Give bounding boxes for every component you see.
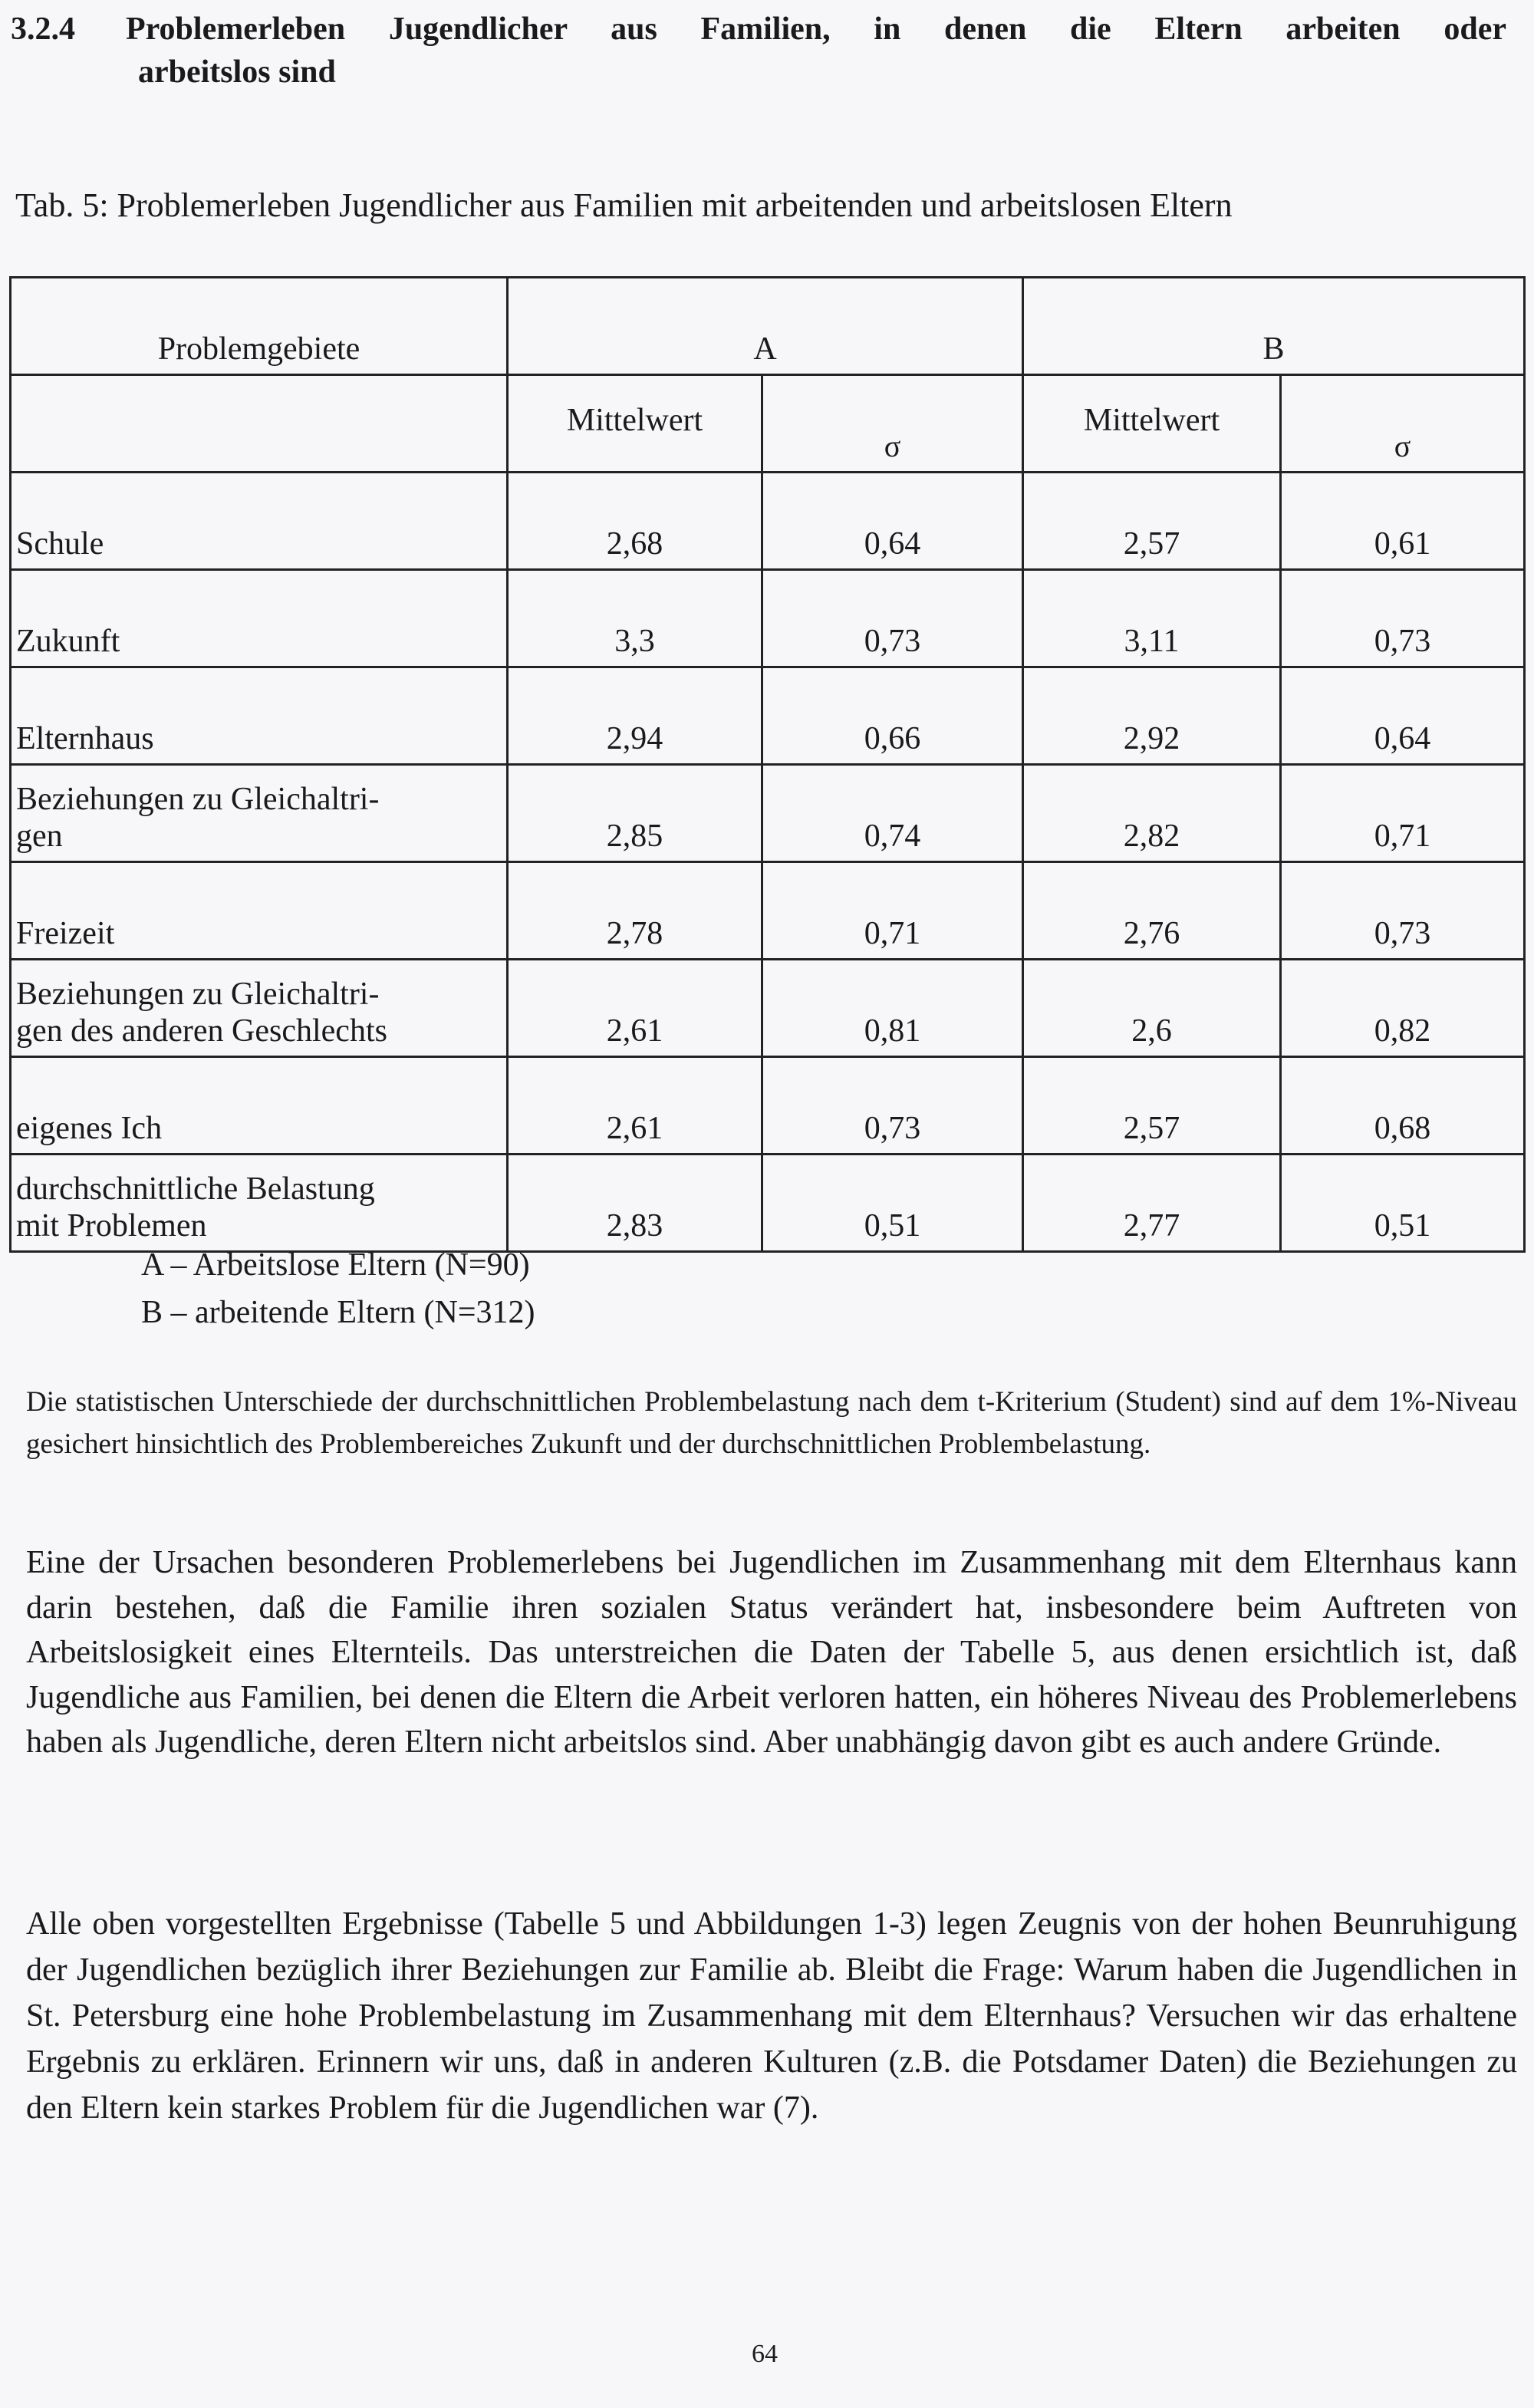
row-label-line: gen des anderen Geschlechts: [16, 1013, 387, 1049]
table-row: [11, 1155, 1525, 1252]
row-label: eigenes Ich: [11, 1057, 508, 1155]
table-row: [11, 1057, 1525, 1155]
cell-a-mean: 2,68: [508, 473, 762, 570]
header-empty: [11, 375, 508, 473]
table-row: [11, 862, 1525, 960]
cell-b-sd: 0,51: [1281, 1155, 1525, 1252]
row-label: Freizeit: [11, 862, 508, 960]
legend-a: A – Arbeitslose Eltern (N=90): [141, 1247, 530, 1283]
cell-a-sd: 0,81: [762, 960, 1023, 1057]
table-row: [11, 960, 1525, 1057]
cell-a-sd: 0,51: [762, 1155, 1023, 1252]
header-b-sigma: σ: [1281, 375, 1525, 473]
cell-a-mean: 2,61: [508, 960, 762, 1057]
paragraph-statistics: Die statistischen Unterschiede der durchschnittlichen Problembelastung nach dem t-Kriterium (Student) sind auf dem 1%-Niveau gesichert hinsichtlich des Problembereiches Zukunft und der durchschnittlichen Problembelastung.: [26, 1386, 1517, 1460]
legend-b: B – arbeitende Eltern (N=312): [141, 1295, 535, 1330]
cell-b-sd: 0,73: [1281, 570, 1525, 667]
table-header-row-stats: [11, 375, 1525, 473]
cell-a-mean: 2,83: [508, 1155, 762, 1252]
cell-b-mean: 3,11: [1023, 570, 1281, 667]
cell-b-mean: 2,92: [1023, 667, 1281, 765]
header-a-sigma: σ: [762, 375, 1023, 473]
cell-b-mean: 2,57: [1023, 473, 1281, 570]
paragraph-causes: Eine der Ursachen besonderen Problemerlebens bei Jugendlichen im Zusammenhang mit dem Elternhaus kann darin bestehen, daß die Familie ihren sozialen Status verändert hat, insbesondere beim Auftreten von Arbeitslosigkeit eines Elternteils. Das unterstreichen die Daten der Tabelle 5, aus denen ersichtlich ist, daß Jugendliche aus Familien, bei denen die Eltern die Arbeit verloren hatten, ein höheres Niveau des Problemerlebens haben als Jugendliche, deren Eltern nicht arbeitslos sind. Aber unabhängig davon gibt es auch andere Gründe.: [26, 1545, 1517, 1760]
cell-b-sd: 0,82: [1281, 960, 1525, 1057]
page-number: 64: [752, 2340, 778, 2368]
table-header-row-groups: [11, 278, 1525, 375]
row-label-line: gen: [16, 819, 63, 854]
cell-a-mean: 2,94: [508, 667, 762, 765]
cell-a-mean: 2,78: [508, 862, 762, 960]
paragraph-results: Alle oben vorgestellten Ergebnisse (Tabelle 5 und Abbildungen 1-3) legen Zeugnis von der hohen Beunruhigung der Jugendlichen bezüglich ihrer Beziehungen zur Familie ab. Bleibt die Frage: Warum haben die Jugendlichen in St. Petersburg eine hohe Problembelastung im Zusammenhang mit dem Elternhaus? Versuchen wir das erhaltene Ergebnis zu erklären. Erinnern wir uns, daß in anderen Kulturen (z.B. die Potsdamer Daten) die Beziehungen zu den Eltern kein starkes Problem für die Jugendlichen war (7).: [26, 1906, 1517, 2126]
section-number: 3.2.4: [11, 12, 75, 47]
cell-b-mean: 2,76: [1023, 862, 1281, 960]
row-label: [11, 960, 508, 1057]
cell-b-sd: 0,71: [1281, 765, 1525, 862]
section-heading: [11, 8, 1514, 94]
results-table: [9, 276, 1526, 1253]
cell-b-mean: 2,57: [1023, 1057, 1281, 1155]
header-b-mean: Mittelwert: [1023, 375, 1281, 473]
table-row: [11, 570, 1525, 667]
cell-a-mean: 2,61: [508, 1057, 762, 1155]
cell-a-sd: 0,64: [762, 473, 1023, 570]
cell-a-mean: 3,3: [508, 570, 762, 667]
header-group-a: A: [508, 278, 1023, 375]
row-label-line: mit Problemen: [16, 1208, 207, 1244]
cell-b-mean: 2,82: [1023, 765, 1281, 862]
cell-a-mean: 2,85: [508, 765, 762, 862]
table-legend: [141, 1241, 535, 1336]
table-row: [11, 473, 1525, 570]
cell-a-sd: 0,66: [762, 667, 1023, 765]
cell-b-sd: 0,64: [1281, 667, 1525, 765]
row-label: [11, 765, 508, 862]
table-row: [11, 667, 1525, 765]
row-label-line: Beziehungen zu Gleichaltri-: [16, 977, 380, 1012]
cell-a-sd: 0,74: [762, 765, 1023, 862]
section-title-line2: arbeitslos sind: [138, 54, 336, 90]
row-label: Schule: [11, 473, 508, 570]
cell-b-mean: 2,77: [1023, 1155, 1281, 1252]
row-label: Elternhaus: [11, 667, 508, 765]
cell-a-sd: 0,73: [762, 1057, 1023, 1155]
cell-b-mean: 2,6: [1023, 960, 1281, 1057]
row-label-line: Beziehungen zu Gleichaltri-: [16, 782, 380, 817]
cell-a-sd: 0,71: [762, 862, 1023, 960]
section-title-line1: Problemerleben Jugendlicher aus Familien, in denen die Eltern arbeiten oder: [126, 12, 1506, 47]
cell-b-sd: 0,68: [1281, 1057, 1525, 1155]
cell-b-sd: 0,61: [1281, 473, 1525, 570]
header-problem-areas: Problemgebiete: [11, 278, 508, 375]
row-label-line: durchschnittliche Belastung: [16, 1171, 375, 1207]
header-a-mean: Mittelwert: [508, 375, 762, 473]
cell-a-sd: 0,73: [762, 570, 1023, 667]
cell-b-sd: 0,73: [1281, 862, 1525, 960]
header-group-b: B: [1023, 278, 1525, 375]
table-caption: Tab. 5: Problemerleben Jugendlicher aus Familien mit arbeitenden und arbeitslosen Eltern: [15, 186, 1233, 224]
table-row: [11, 765, 1525, 862]
row-label: Zukunft: [11, 570, 508, 667]
row-label: [11, 1155, 508, 1252]
